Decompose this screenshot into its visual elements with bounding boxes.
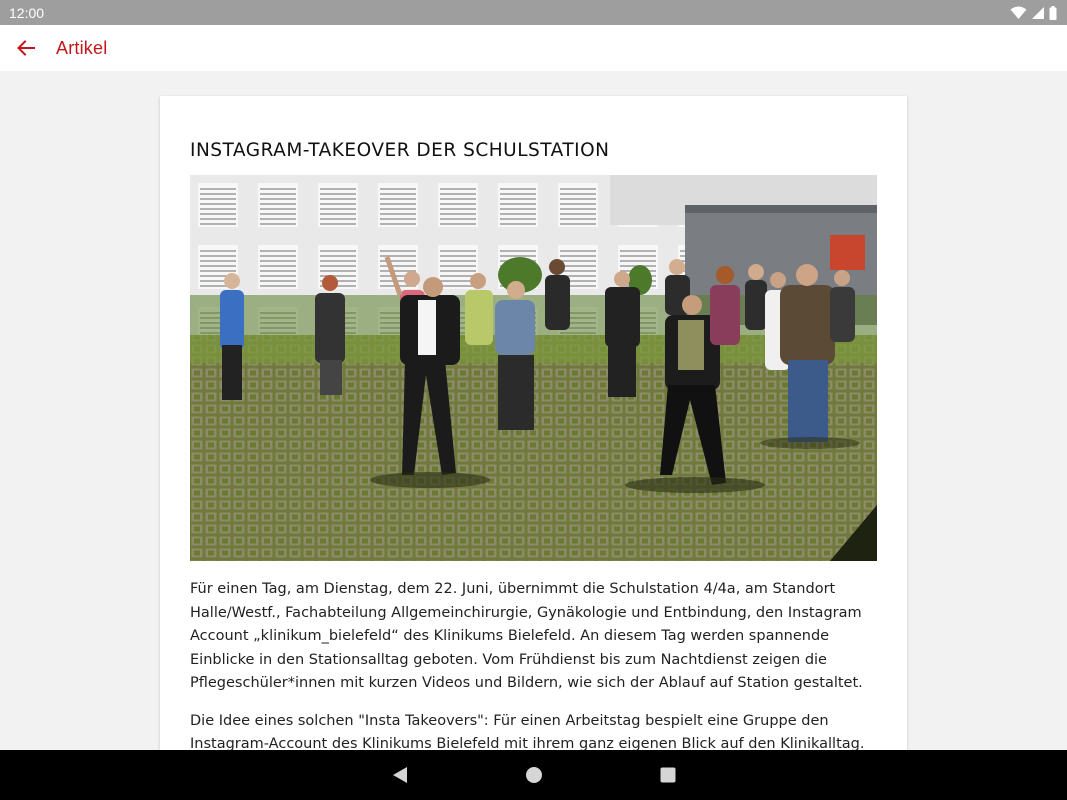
recents-square-icon <box>660 767 676 783</box>
back-button[interactable] <box>0 25 52 71</box>
nav-home-button[interactable] <box>521 762 547 788</box>
wifi-icon <box>1010 6 1027 20</box>
article-paragraph-2: Die Idee eines solchen "Insta Takeovers": Für einen Arbeitstag bespielt eine Gruppe den Instagram-Account des Klinikums Bielefeld mit ihrem ganz eigenen Blick auf den Klinikalltag. <box>190 712 865 750</box>
article-paragraph-1: Für einen Tag, am Dienstag, dem 22. Juni, übernimmt die Schulstation 4/4a, am Standort Halle/Westf., Fachabteilung Allgemeinchirurgie, Gynäkologie und Entbindung, den Instagram Account „klinikum_bielefeld“ des Klinikums Bielefeld. An diesem Tag werden spannende Einblicke in den Stationsalltag geboten. Vom Frühdienst bis zum Nachtdienst zeigen die Pflegeschüler*innen mit kurzen Videos und Bildern, wie sich der Ablauf auf Station gestaltet. <box>190 581 863 691</box>
status-time: 12:00 <box>9 4 45 21</box>
battery-icon <box>1049 6 1057 20</box>
nav-recents-button[interactable] <box>655 762 681 788</box>
back-triangle-icon <box>392 766 408 784</box>
article-photo[interactable] <box>190 175 877 561</box>
content-area[interactable] <box>0 71 1067 750</box>
app-bar <box>0 25 1067 71</box>
arrow-left-icon <box>17 40 35 56</box>
system-nav-bar <box>0 750 1067 800</box>
status-icons <box>1010 6 1057 20</box>
home-circle-icon <box>525 766 543 784</box>
signal-icon <box>1031 6 1045 20</box>
article-card <box>160 96 907 750</box>
status-bar <box>0 0 1067 25</box>
article-title: INSTAGRAM-TAKEOVER DER SCHULSTATION <box>190 140 610 161</box>
nav-back-button[interactable] <box>387 762 413 788</box>
app-bar-title: Artikel <box>56 37 108 58</box>
